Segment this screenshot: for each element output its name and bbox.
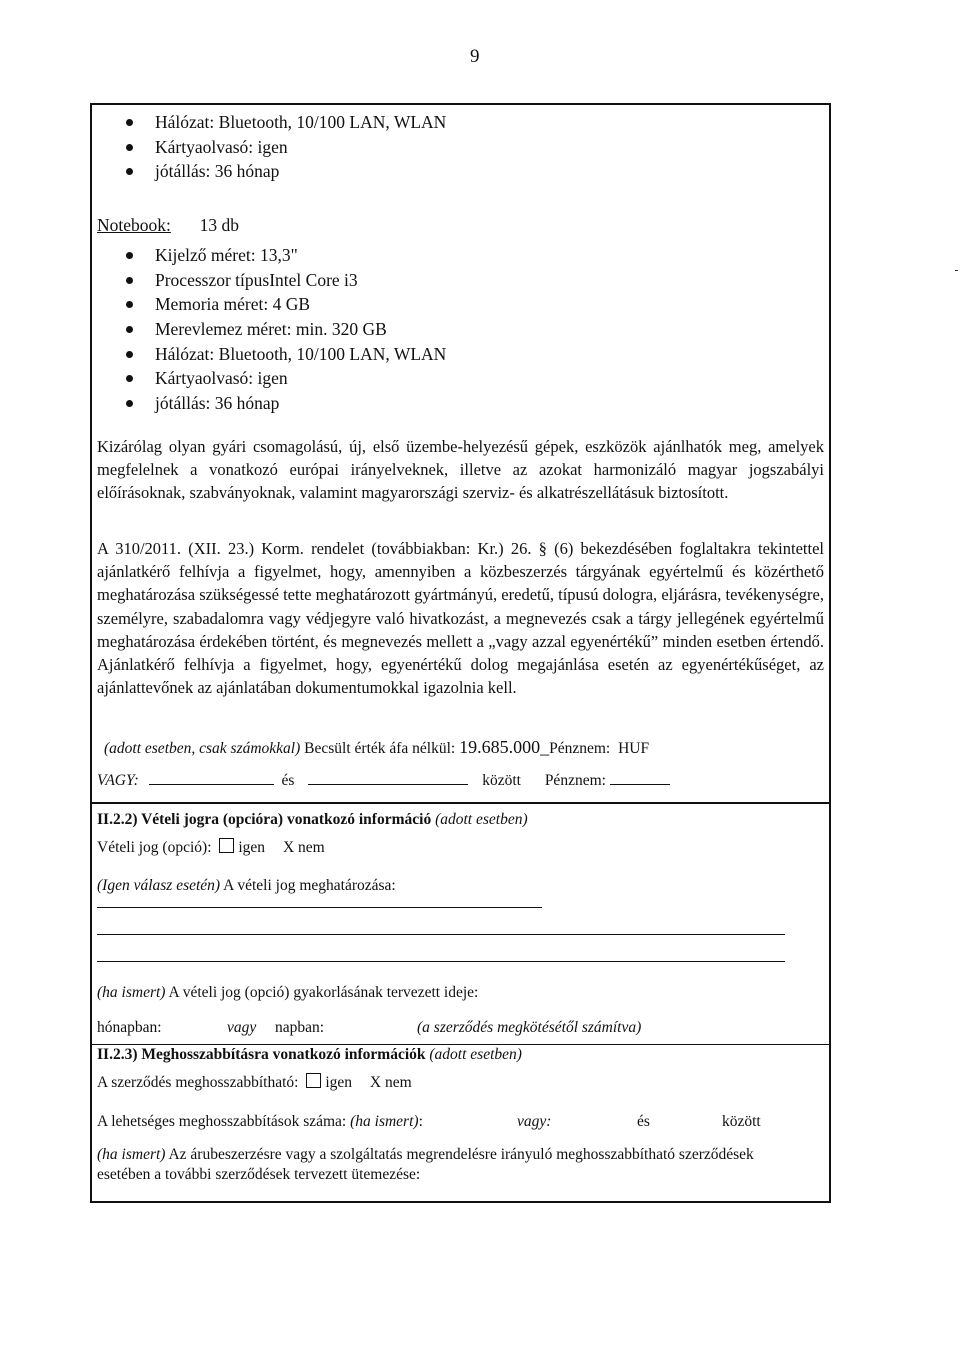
bullet-item: jótállás: 36 hónap: [120, 159, 446, 184]
schedule-qualifier: (ha ismert): [97, 1146, 166, 1163]
section-222-qualifier: (adott esetben): [435, 811, 528, 828]
if-yes-qualifier: (Igen válasz esetén): [97, 877, 221, 894]
option-no-label: X nem: [282, 839, 325, 856]
extendable-yes-label: igen: [325, 1074, 353, 1091]
or-line: [97, 769, 827, 790]
and-label-2: és: [637, 1113, 650, 1130]
extension-count-colon: :: [418, 1113, 423, 1130]
if-known-text: A vételi jog (opció) gyakorlásának tervezett ideje:: [168, 984, 479, 1001]
if-yes-text: A vételi jog meghatározása:: [223, 877, 396, 894]
currency-label: Pénznem:: [544, 772, 606, 789]
option-definition-row: [97, 877, 396, 895]
section-223-title: II.2.3) Meghosszabbításra vonatkozó információk: [97, 1046, 426, 1063]
option-timing-row: [97, 984, 478, 1002]
schedule-row: [97, 1145, 797, 1185]
margin-mark: [955, 270, 958, 293]
extension-count-row: [97, 1113, 827, 1131]
months-label: hónapban:: [97, 1019, 162, 1036]
and-label: és: [281, 772, 295, 789]
bullet-item: Processzor típusIntel Core i3: [120, 268, 446, 293]
estimate-currency-label: Pénznem:: [549, 740, 611, 757]
section-222-title: II.2.2) Vételi jogra (opcióra) vonatkozó információ: [97, 811, 432, 828]
option-definition-line-3[interactable]: [97, 961, 785, 962]
extension-count-label: A lehetséges meghosszabbítások száma:: [97, 1113, 347, 1130]
or-label: VAGY:: [97, 772, 139, 789]
option-label: Vételi jog (opció):: [97, 839, 212, 856]
notebook-bullet-list: [120, 243, 446, 416]
currency-blank[interactable]: [610, 769, 670, 785]
option-row: [97, 838, 325, 857]
notebook-qty: 13 db: [199, 215, 240, 235]
notebook-label: Notebook:: [97, 215, 171, 235]
top-bullet-list: [120, 110, 446, 184]
between-label: között: [482, 772, 521, 789]
bullet-item: Merevlemez méret: min. 320 GB: [120, 317, 446, 342]
bullet-item: Memoria méret: 4 GB: [120, 292, 446, 317]
days-label: napban:: [275, 1019, 325, 1036]
option-yes-checkbox[interactable]: [219, 838, 234, 853]
or-label-3: vagy:: [517, 1113, 552, 1130]
extendable-yes-checkbox[interactable]: [306, 1073, 321, 1088]
option-yes-label: igen: [238, 839, 266, 856]
estimate-label: Becsült érték áfa nélkül:: [304, 740, 456, 757]
bullet-item: Kártyaolvasó: igen: [120, 135, 446, 160]
section-222-heading: [97, 811, 528, 829]
page-number: 9: [470, 46, 480, 67]
bullet-item: Kijelző méret: 13,3": [120, 243, 446, 268]
legal-paragraph: A 310/2011. (XII. 23.) Korm. rendelet (továbbiakban: Kr.) 26. § (6) bekezdésében foglaltakra tekintettel ajánlatkérő felhívja a figyelmet, hogy, amennyiben a közbeszerzés tárgyának egyértelmű és közérthető meghatározása szükségessé tette meghatározott gyártmányú, eredetű, típusú dologra, eljárásra, tevékenységre, személyre, szabadalomra vagy védjegyre való hivatkozást, a megnevezés csak a tárgy jellegének egyértelmű meghatározása érdekében történt, és megnevezés mellett a „vagy azzal egyenértékű” minden esetben értendő. Ajánlatkérő felhívja a figyelmet, hogy, egyenértékű dolog megajánlása esetén az egyenértékűséget, az ajánlattevőnek az ajánlatában dokumentumokkal igazolnia kell.: [97, 539, 824, 698]
section-223-heading: [97, 1046, 522, 1064]
estimate-currency: HUF: [618, 740, 650, 757]
section-divider-2: [92, 1044, 829, 1045]
bullet-item: Hálózat: Bluetooth, 10/100 LAN, WLAN: [120, 342, 446, 367]
option-duration-row: [97, 1019, 827, 1037]
extendable-row: [97, 1073, 412, 1092]
bullet-item: jótállás: 36 hónap: [120, 391, 446, 416]
option-definition-line-1[interactable]: [97, 907, 542, 908]
option-definition-line-2[interactable]: [97, 934, 785, 935]
from-contract-note: (a szerződés megkötésétől számítva): [417, 1019, 642, 1036]
form-frame: [90, 103, 831, 1203]
between-label-2: között: [722, 1113, 761, 1130]
schedule-text: Az árubeszerzésre vagy a szolgáltatás megrendelésre irányuló meghosszabbítható szerződések esetében a további szerződések tervezett ütemezése:: [97, 1146, 754, 1183]
bullet-item: Hálózat: Bluetooth, 10/100 LAN, WLAN: [120, 110, 446, 135]
extension-count-qualifier: (ha ismert): [350, 1113, 419, 1130]
or-label-2: vagy: [227, 1019, 257, 1036]
estimate-value: 19.685.000: [459, 737, 541, 757]
if-known-qualifier: (ha ismert): [97, 984, 166, 1001]
section-223-qualifier: (adott esetben): [429, 1046, 522, 1063]
notebook-header: [97, 215, 239, 236]
estimate-line: (adott esetben, csak számokkal) Becsült érték áfa nélkül: 19.685.000_Pénznem: HUF: [104, 737, 650, 757]
estimate-prefix: (adott esetben, csak számokkal): [104, 740, 301, 757]
bullet-item: Kártyaolvasó: igen: [120, 366, 446, 391]
value-to-blank[interactable]: [308, 769, 468, 785]
requirements-paragraph: Kizárólag olyan gyári csomagolású, új, első üzembe-helyezésű gépek, eszközök ajánlhatók meg, amelyek megfelelnek a vonatkozó európai irányelveknek, illetve az azokat harmonizáló magyar jogszabályi előírásoknak, szabványoknak, valamint magyarországi szerviz- és alkatrészellátásuk biztosított.: [97, 437, 824, 503]
value-from-blank[interactable]: [149, 769, 274, 785]
section-divider: [92, 802, 829, 804]
extendable-label: A szerződés meghosszabbítható:: [97, 1074, 299, 1091]
extendable-no-label: X nem: [369, 1074, 412, 1091]
